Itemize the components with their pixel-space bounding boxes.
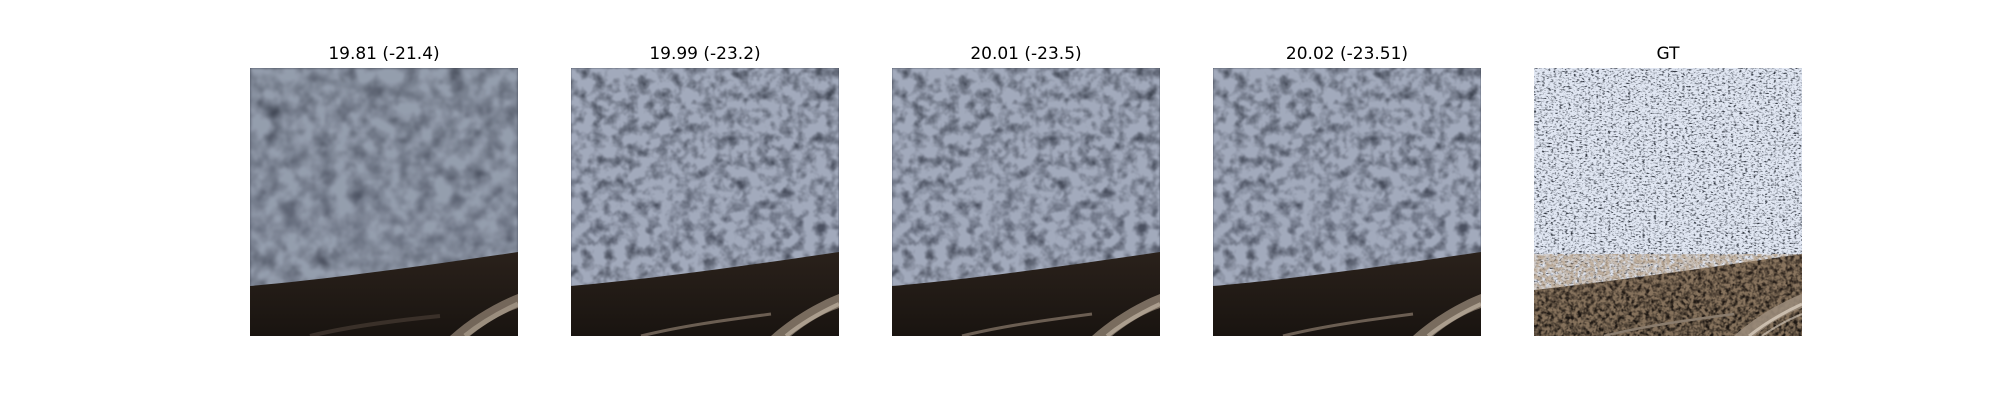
result-image-3 [892,68,1160,336]
result-image-4 [1213,68,1481,336]
panel-title-3: 20.01 (-23.5) [970,44,1082,64]
panel-title-2: 19.99 (-23.2) [649,44,761,64]
panel-title-gt: GT [1656,44,1680,64]
result-image-1 [250,68,518,336]
panel-title-4: 20.02 (-23.51) [1285,44,1409,64]
result-image-2 [571,68,839,336]
ground-truth-image [1534,68,1802,336]
panel-title-1: 19.81 (-21.4) [328,44,440,64]
